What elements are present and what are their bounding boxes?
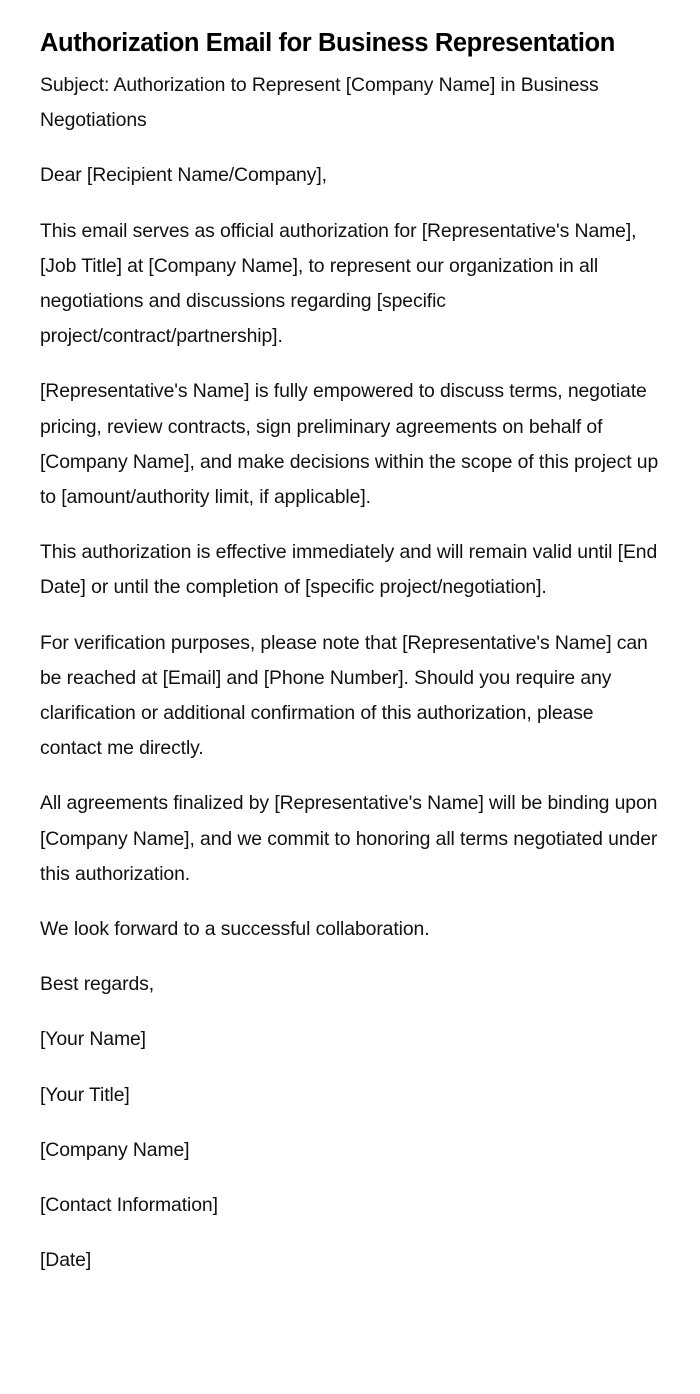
body-paragraph: This authorization is effective immediately and will remain valid until [End Date] or until the completion of [specific project/negotiation]. [40,541,658,599]
document-title: Authorization Email for Business Representation [40,29,615,57]
body-paragraph: This email serves as official authorization for [Representative's Name], [Job Title] at [Company Name], to represent our organization in all negotiations and discussions regarding [specific project/contract/partnership]. [40,219,637,348]
signature-date: [Date] [40,1249,92,1272]
email-greeting: Dear [Recipient Name/Company], [40,164,327,187]
body-paragraph: We look forward to a successful collaboration. [40,918,430,941]
body-paragraph: For verification purposes, please note that [Representative's Name] can be reached at [Email] and [Phone Number]. Should you require any clarification or additional confirmation of this authorization, please contact me directly. [40,631,648,760]
email-closing: Best regards, [40,973,155,996]
body-paragraph: All agreements finalized by [Representative's Name] will be binding upon [Company Name], and we commit to honoring all terms negotiated under this authorization. [40,792,658,885]
signature-company: [Company Name] [40,1138,190,1161]
signature-contact: [Contact Information] [40,1194,218,1217]
email-subject: Subject: Authorization to Represent [Company Name] in Business Negotiations [40,74,599,132]
signature-title: [Your Title] [40,1083,130,1106]
body-paragraph: [Representative's Name] is fully empowered to discuss terms, negotiate pricing, review contracts, sign preliminary agreements on behalf of [Company Name], and make decisions within the scope of this project up to [amount/authority limit, if applicable]. [40,380,659,509]
signature-name: [Your Name] [40,1028,146,1051]
